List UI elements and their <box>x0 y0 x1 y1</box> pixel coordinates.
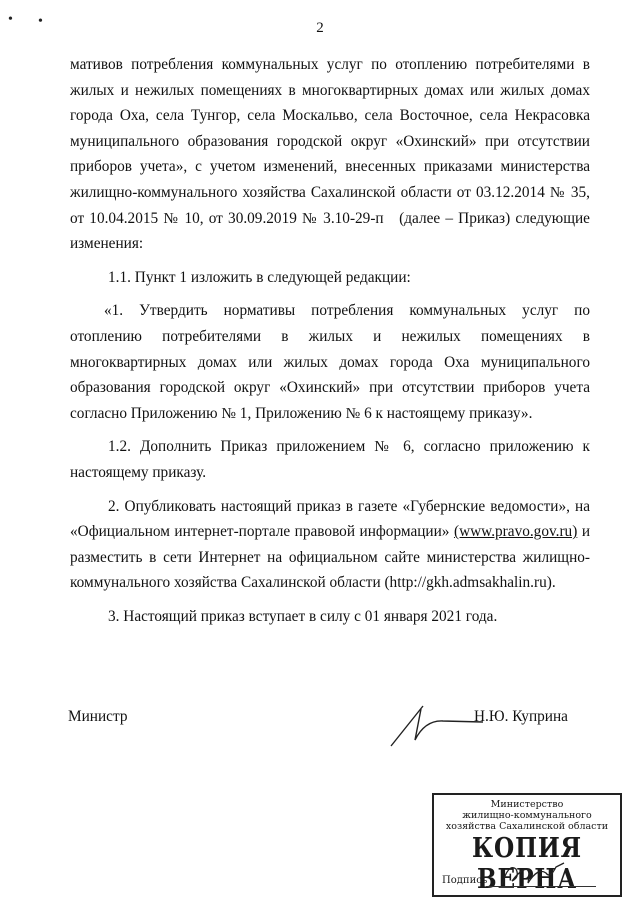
stamp-sign-label: Подпись <box>442 875 488 886</box>
paragraph-item-3: 3. Настоящий приказ вступает в силу с 01 января 2021 года. <box>108 607 498 625</box>
pravo-link[interactable]: (www.pravo.gov.ru) <box>453 523 578 541</box>
paragraph-text: и разместить в сети Интернет на официальном сайте министерства жилищно-коммунального хозяйства Сахалинской области (http://gkh.admsakhalin.ru). <box>70 523 591 592</box>
stamp-line-department: жилищно-коммунального <box>462 810 592 821</box>
paragraph-item-1-1: 1.1. Пункт 1 изложить в следующей редакции: <box>108 268 411 286</box>
stamp-signature-image <box>498 857 568 889</box>
paragraph-quoted-point-1: «1. Утвердить нормативы потребления коммунальных услуг по отоплению потребителями в жилых и нежилых помещениях в многоквартирных домах или жилых домах города Оха муниципального образования городской округ «Охинский» при отсутствии приборов учета согласно Приложению № 1, Приложению № 6 к настоящему приказу». <box>70 302 590 422</box>
paragraph-text: мативов потребления коммунальных услуг по отоплению потребителями в жилых и нежилых помещениях в многоквартирных домах или жилых домах города Оха, села Тунгор, села Москальво, села Восточное, села Некрасовка муниципального образования городской округ «Охинский» при отсутствии приборов учета», с учетом изменений, внесенных приказами министерства жилищно-коммунального хозяйства Сахалинской области от 03.12.2014 № 35, от 10.04.2015 № 10, от 30.09.2019 № 3.10-29-п <box>70 56 590 227</box>
margin-mark: • <box>8 12 13 27</box>
paragraph-text: 2. Опубликовать настоящий приказ в газете «Губернские ведомости», на «Официальном интернет-портале правовой информации» <box>70 497 590 541</box>
stamp-title: КОПИЯ ВЕРНА <box>472 833 582 895</box>
stamp-line-region: хозяйства Сахалинской области <box>445 821 609 832</box>
signer-name: Н.Ю. Куприна <box>474 708 568 725</box>
paragraph-item-2 <box>70 494 590 596</box>
page-number: 2 <box>316 20 324 36</box>
document-body <box>70 52 590 637</box>
paragraph-item-1-2: 1.2. Дополнить Приказ приложением № 6, согласно приложению к настоящему приказу. <box>70 438 590 481</box>
margin-mark: • <box>38 14 43 29</box>
paragraph-preamble <box>70 52 590 257</box>
signer-title: Министр <box>68 708 128 725</box>
signature-image <box>385 700 485 750</box>
copy-certification-stamp <box>432 793 622 897</box>
stamp-line-ministry: Министерство <box>490 799 564 810</box>
paragraph-text: (далее – Приказ) следующие изменения: <box>70 209 590 253</box>
